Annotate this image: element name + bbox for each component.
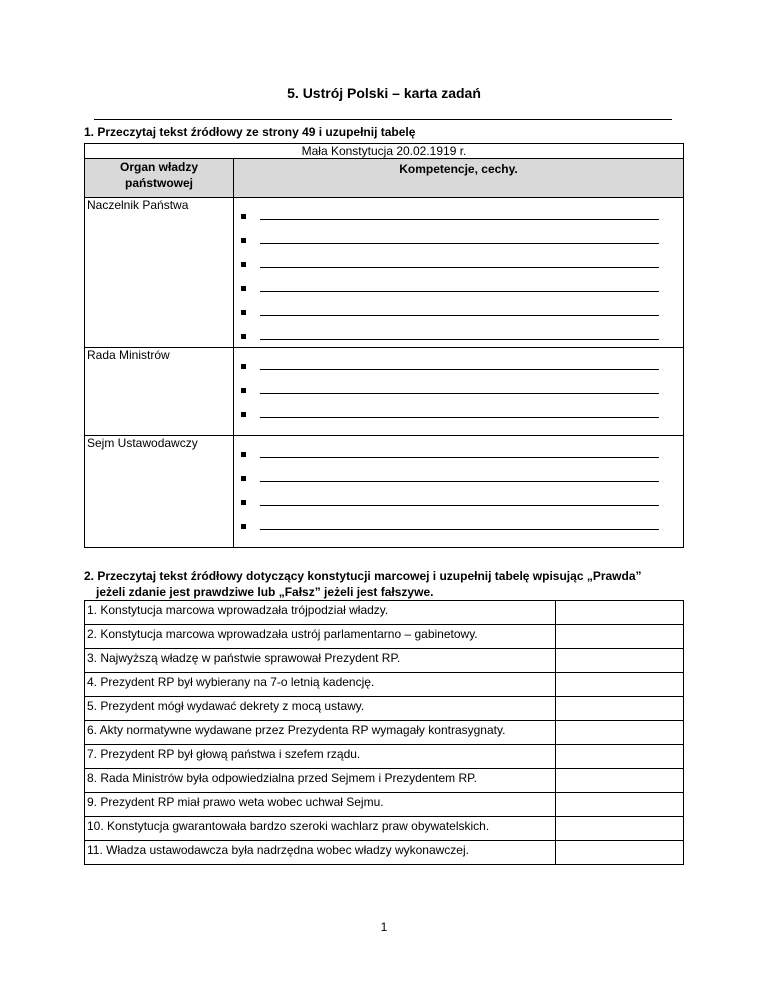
blank-line-item[interactable] <box>234 320 683 344</box>
blank-line[interactable] <box>260 417 659 418</box>
page-number: 1 <box>380 920 388 934</box>
blank-line-item[interactable] <box>234 296 683 320</box>
statement: 11. Władza ustawodawcza była nadrzędna wobec władzy wykonawczej. <box>85 841 556 865</box>
bullet-icon <box>241 476 246 481</box>
task2-table <box>84 600 684 865</box>
bullet-icon <box>241 500 246 505</box>
blank-line-item[interactable] <box>234 272 683 296</box>
blank-line[interactable] <box>260 315 659 316</box>
table-row <box>85 769 684 793</box>
bullet-icon <box>241 214 246 219</box>
statement: 4. Prezydent RP był wybierany na 7-o letnią kadencję. <box>85 673 556 697</box>
competences-cell[interactable] <box>234 198 684 348</box>
answer-cell[interactable] <box>556 673 684 697</box>
bullet-icon <box>241 388 246 393</box>
statement: 1. Konstytucja marcowa wprowadzała trójpodział władzy. <box>85 601 556 625</box>
blank-list <box>234 198 683 344</box>
answer-cell[interactable] <box>556 601 684 625</box>
organ-column-header: Organ władzy państwowej <box>85 159 234 198</box>
blank-line[interactable] <box>260 393 659 394</box>
table-row <box>85 721 684 745</box>
table-row <box>85 649 684 673</box>
table-row <box>85 817 684 841</box>
blank-line-item[interactable] <box>234 224 683 248</box>
bullet-icon <box>241 238 246 243</box>
task1-table <box>84 143 684 548</box>
answer-cell[interactable] <box>556 841 684 865</box>
blank-line-item[interactable] <box>234 248 683 272</box>
competences-cell[interactable] <box>234 436 684 548</box>
blank-line[interactable] <box>260 457 659 458</box>
blank-line[interactable] <box>260 291 659 292</box>
statement: 3. Najwyższą władzę w państwie sprawował Prezydent RP. <box>85 649 556 673</box>
table-row <box>85 745 684 769</box>
blank-line-item[interactable] <box>234 438 683 462</box>
blank-line[interactable] <box>260 339 659 340</box>
blank-line-item[interactable] <box>234 374 683 398</box>
answer-cell[interactable] <box>556 721 684 745</box>
organ-rada-ministrow: Rada Ministrów <box>85 348 234 436</box>
statement: 7. Prezydent RP był głową państwa i szefem rządu. <box>85 745 556 769</box>
answer-cell[interactable] <box>556 745 684 769</box>
table-row <box>85 841 684 865</box>
bullet-icon <box>241 310 246 315</box>
competences-cell[interactable] <box>234 348 684 436</box>
answer-cell[interactable] <box>556 769 684 793</box>
bullet-icon <box>241 524 246 529</box>
answer-cell[interactable] <box>556 697 684 721</box>
blank-line-item[interactable] <box>234 510 683 534</box>
table-row <box>85 625 684 649</box>
bullet-icon <box>241 286 246 291</box>
blank-line[interactable] <box>260 267 659 268</box>
blank-line[interactable] <box>260 481 659 482</box>
statement: 6. Akty normatywne wydawane przez Prezydenta RP wymagały kontrasygnaty. <box>85 721 556 745</box>
blank-line-item[interactable] <box>234 486 683 510</box>
blank-line-item[interactable] <box>234 398 683 422</box>
task2-heading <box>84 568 684 600</box>
page-title: 5. Ustrój Polski – karta zadań <box>287 85 481 101</box>
answer-cell[interactable] <box>556 817 684 841</box>
organ-sejm: Sejm Ustawodawczy <box>85 436 234 548</box>
task2-heading-line2: jeżeli zdanie jest prawdziwe lub „Fałsz” jeżeli jest fałszywe. <box>96 585 434 599</box>
blank-line[interactable] <box>260 529 659 530</box>
statement: 8. Rada Ministrów była odpowiedzialna przed Sejmem i Prezydentem RP. <box>85 769 556 793</box>
blank-line-item[interactable] <box>234 200 683 224</box>
bullet-icon <box>241 334 246 339</box>
bullet-icon <box>241 364 246 369</box>
blank-list <box>234 436 683 534</box>
blank-line[interactable] <box>260 369 659 370</box>
table-row <box>85 673 684 697</box>
task2-heading-line1: 2. Przeczytaj tekst źródłowy dotyczący konstytucji marcowej i uzupełnij tabelę wpisując „Prawda” <box>84 569 642 583</box>
blank-list <box>234 348 683 422</box>
blank-line-item[interactable] <box>234 350 683 374</box>
blank-line[interactable] <box>260 219 659 220</box>
statement: 5. Prezydent mógł wydawać dekrety z mocą ustawy. <box>85 697 556 721</box>
statement: 2. Konstytucja marcowa wprowadzała ustrój parlamentarno – gabinetowy. <box>85 625 556 649</box>
statement: 10. Konstytucja gwarantowała bardzo szeroki wachlarz praw obywatelskich. <box>85 817 556 841</box>
bullet-icon <box>241 262 246 267</box>
table-row <box>85 601 684 625</box>
blank-line-item[interactable] <box>234 462 683 486</box>
organ-naczelnik: Naczelnik Państwa <box>85 198 234 348</box>
task1-heading: 1. Przeczytaj tekst źródłowy ze strony 49 i uzupełnij tabelę <box>84 125 416 139</box>
answer-cell[interactable] <box>556 625 684 649</box>
answer-cell[interactable] <box>556 649 684 673</box>
bullet-icon <box>241 452 246 457</box>
bullet-icon <box>241 412 246 417</box>
table-row <box>85 697 684 721</box>
title-divider <box>94 119 672 120</box>
statement: 9. Prezydent RP miał prawo weta wobec uchwał Sejmu. <box>85 793 556 817</box>
table-caption: Mała Konstytucja 20.02.1919 r. <box>85 144 684 159</box>
table-row <box>85 793 684 817</box>
blank-line[interactable] <box>260 243 659 244</box>
blank-line[interactable] <box>260 505 659 506</box>
answer-cell[interactable] <box>556 793 684 817</box>
competences-column-header: Kompetencje, cechy. <box>234 159 684 198</box>
